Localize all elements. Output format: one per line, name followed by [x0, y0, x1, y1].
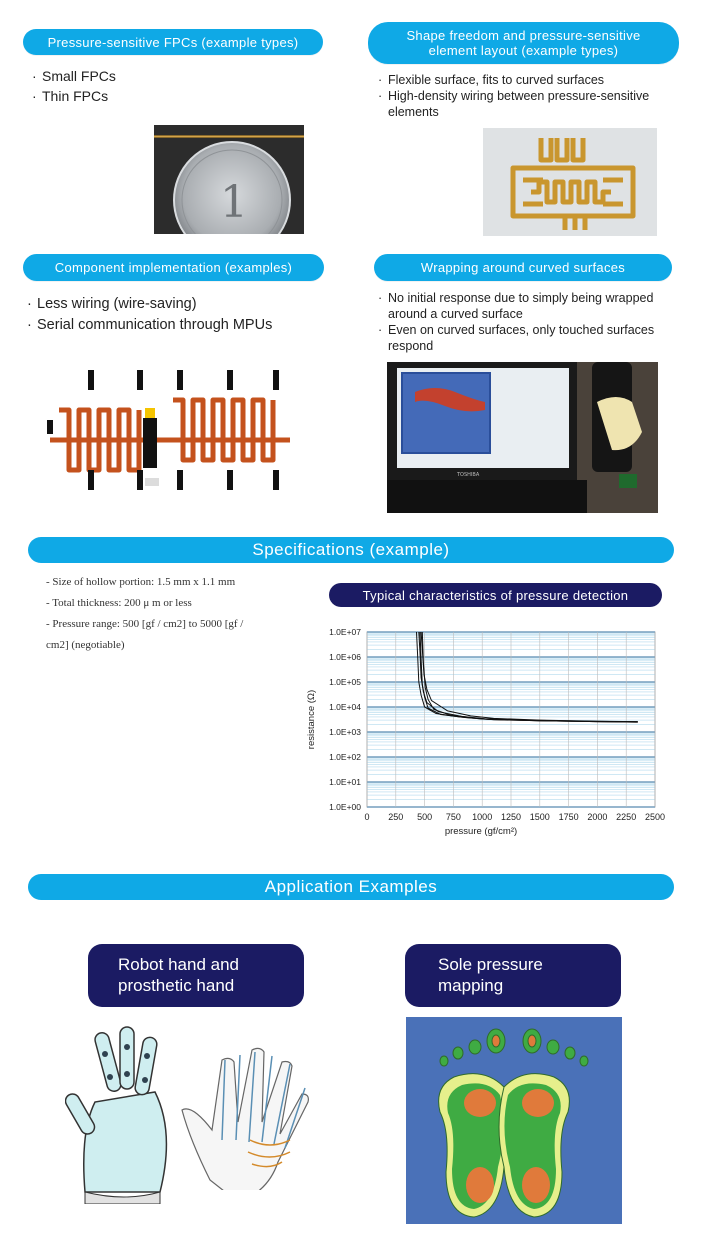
sole-pressure-map — [406, 1017, 622, 1224]
shape-freedom-heading — [368, 22, 679, 64]
y-tick-label: 1.0E+06 — [329, 652, 361, 662]
specifications-list — [46, 572, 306, 656]
laptop-brand: TOSHIBA — [457, 472, 480, 478]
list-item: · Even on curved surfaces, only touched surfaces respond — [378, 322, 678, 354]
y-tick-label: 1.0E+05 — [329, 677, 361, 687]
label-line: prosthetic hand — [118, 976, 235, 995]
component-fpc-photo — [45, 360, 297, 495]
shape-freedom-list — [378, 72, 678, 120]
x-tick-label: 2500 — [644, 812, 666, 822]
x-tick-label: 1000 — [472, 812, 493, 822]
list-item: · Small FPCs — [32, 66, 116, 86]
list-item: · No initial response due to simply being wrapped around a curved surface — [378, 290, 678, 322]
coin-numeral: 1 — [220, 177, 248, 228]
x-tick-label: 2250 — [616, 812, 637, 822]
y-axis-label: resistance (Ω) — [306, 689, 317, 750]
sole-pressure-label — [405, 944, 621, 1007]
fpc-types-heading: Pressure-sensitive FPCs (example types) — [23, 29, 323, 55]
fpc-types-list — [32, 66, 116, 106]
robot-hand-label — [88, 944, 304, 1007]
x-axis-label: pressure (gf/cm²) — [444, 826, 518, 837]
y-tick-label: 1.0E+03 — [329, 727, 361, 737]
heading-line: element layout (example types) — [428, 43, 619, 58]
y-tick-label: 1.0E+01 — [329, 777, 361, 787]
spec-item: - Pressure range: 500 [gf / cm2] to 5000 [gf / — [46, 618, 244, 630]
x-tick-label: 500 — [417, 812, 433, 822]
list-item: · Flexible surface, fits to curved surfaces — [378, 72, 678, 88]
component-heading: Component implementation (examples) — [23, 254, 324, 281]
laptop-demo-photo — [387, 362, 658, 513]
wrapping-heading: Wrapping around curved surfaces — [374, 254, 672, 281]
robot-hand-illustration — [65, 1022, 185, 1204]
x-tick-label: 1750 — [558, 812, 579, 822]
pressure-resistance-chart — [300, 620, 680, 850]
y-tick-label: 1.0E+00 — [329, 802, 361, 812]
wrapping-list — [378, 290, 678, 354]
label-line: Robot hand and — [118, 955, 239, 974]
y-tick-label: 1.0E+04 — [329, 702, 361, 712]
spec-item: - Total thickness: 200 μ m or less — [46, 597, 192, 609]
coin-fpc-photo — [154, 125, 304, 234]
x-tick-label: 750 — [445, 812, 461, 822]
x-tick-label: 1500 — [529, 812, 550, 822]
spec-item: - Size of hollow portion: 1.5 mm x 1.1 mm — [46, 576, 236, 588]
label-line: Sole pressure — [438, 955, 543, 974]
y-tick-label: 1.0E+07 — [329, 627, 361, 637]
component-list — [27, 294, 272, 336]
list-item: · Serial communication through MPUs — [27, 315, 272, 336]
chart-title: Typical characteristics of pressure detection — [329, 583, 662, 607]
spec-item: cm2] (negotiable) — [46, 639, 125, 651]
label-line: mapping — [438, 976, 504, 995]
heading-line: Shape freedom and pressure-sensitive — [406, 28, 641, 43]
specifications-heading: Specifications (example) — [28, 537, 674, 563]
x-tick-label: 250 — [388, 812, 404, 822]
list-item: · Less wiring (wire-saving) — [27, 294, 272, 315]
flexible-fpc-photo — [483, 128, 657, 236]
y-tick-label: 1.0E+02 — [329, 752, 361, 762]
x-tick-label: 0 — [364, 812, 370, 822]
glove-illustration — [180, 1040, 342, 1190]
list-item: · Thin FPCs — [32, 86, 116, 106]
list-item: · High-density wiring between pressure-sensitive elements — [378, 88, 678, 120]
x-tick-label: 2000 — [587, 812, 608, 822]
applications-heading: Application Examples — [28, 874, 674, 900]
x-tick-label: 1250 — [500, 812, 522, 822]
